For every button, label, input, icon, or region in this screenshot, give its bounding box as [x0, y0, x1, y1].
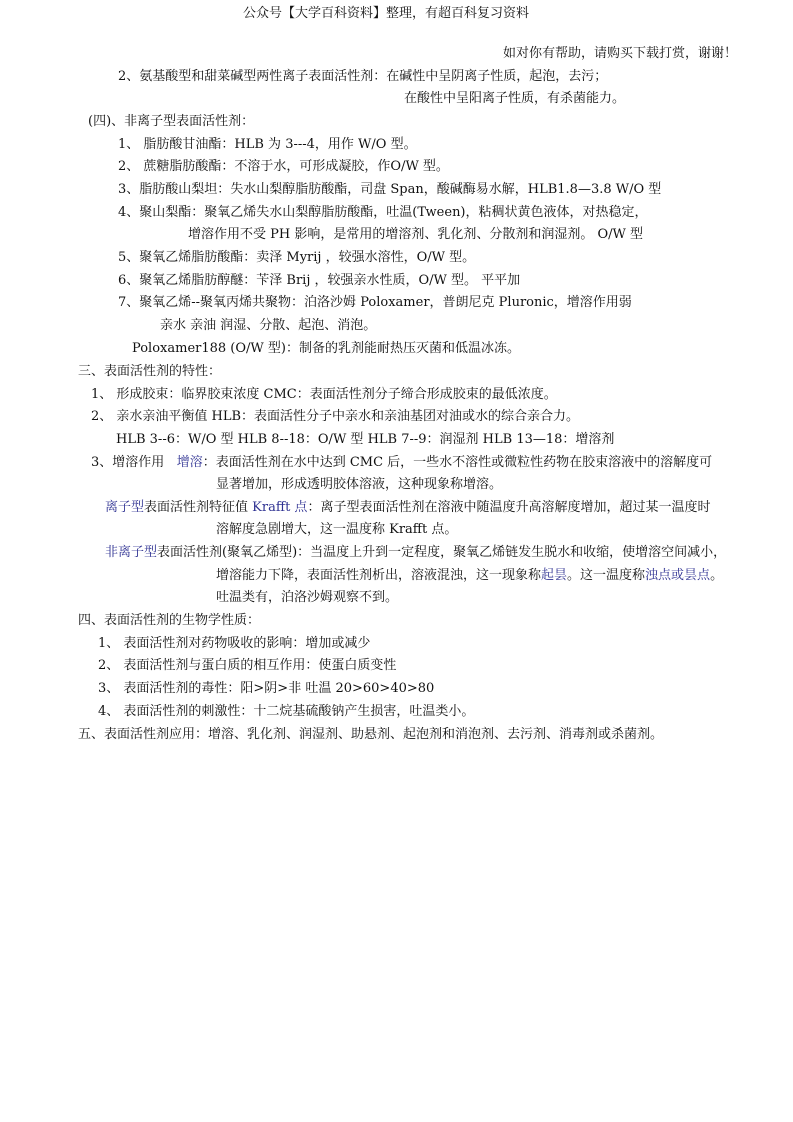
list-item: Poloxamer188 (O/W 型)：制备的乳剂能耐热压灭菌和低温冰冻。: [132, 341, 520, 356]
section-heading: (四)、非离子型表面活性剂：: [88, 114, 255, 129]
list-item: 增溶作用不受 PH 影响，是常用的增溶剂、乳化剂、分散剂和润湿剂。 O/W 型: [188, 227, 644, 242]
list-item: 6、聚氧乙烯脂肪醇醚：苄泽 Brij ，较强亲水性质，O/W 型。 平平加: [118, 273, 521, 288]
text-line: 溶解度急剧增大，这一温度称 Krafft 点。: [216, 522, 458, 537]
section-heading: 四、表面活性剂的生物学性质：: [78, 613, 261, 628]
list-item: 1、 脂肪酸甘油酯：HLB 为 3---4，用作 W/O 型。: [118, 137, 417, 152]
list-item: 4、 表面活性剂的刺激性：十二烷基硫酸钠产生损害，吐温类小。: [98, 704, 475, 719]
list-item: 1、 表面活性剂对药物吸收的影响：增加或减少: [98, 636, 371, 651]
list-item: 4、聚山梨酯：聚氧乙烯失水山梨醇脂肪酸酯，吐温(Tween)，粘稠状黄色液体，对热稳定，: [118, 205, 648, 220]
section-heading: 五、表面活性剂应用：增溶、乳化剂、润湿剂、助悬剂、起泡剂和消泡剂、去污剂、消毒剂或杀菌剂。: [78, 727, 664, 742]
list-item: 2、 蔗糖脂肪酸酯：不溶于水，可形成凝胶，作O/W 型。: [118, 159, 449, 174]
list-item: HLB 3--6：W/O 型 HLB 8--18：O/W 型 HLB 7--9：润湿剂 HLB 13—18：增溶剂: [116, 432, 615, 447]
text-line: 增溶能力下降，表面活性剂析出，溶液混浊，这一现象称起昙。这一温度称浊点或昙点。: [216, 568, 724, 583]
list-item: 2、 表面活性剂与蛋白质的相互作用：使蛋白质变性: [98, 658, 397, 673]
list-item: 离子型表面活性剂特征值 Krafft 点：离子型表面活性剂在溶液中随温度升高溶解度增加，超过某一温度时: [105, 500, 711, 515]
header-title: 公众号【大学百科资料】整理，有超百科复习资料: [243, 6, 530, 21]
section-heading: 三、表面活性剂的特性：: [78, 364, 222, 379]
list-item: 2、 亲水亲油平衡值 HLB：表面活性分子中亲水和亲油基团对油或水的综合亲合力。: [91, 409, 580, 424]
list-item: 3、脂肪酸山梨坦：失水山梨醇脂肪酸酯，司盘 Span，酸碱酶易水解，HLB1.8—3.8 W/O 型: [118, 182, 662, 197]
list-item: 1、 形成胶束：临界胶束浓度 CMC：表面活性剂分子缔合形成胶束的最低浓度。: [91, 387, 557, 402]
list-item: 非离子型表面活性剂(聚氧乙烯型)：当温度上升到一定程度，聚氧乙烯链发生脱水和收缩，使增溶空间减小，: [105, 545, 727, 560]
list-item: 7、聚氧乙烯--聚氧丙烯共聚物：泊洛沙姆 Poloxamer，普朗尼克 Pluronic，增溶作用弱: [118, 295, 632, 310]
list-item: 5、聚氧乙烯脂肪酸酯：卖泽 Myrij ，较强水溶性，O/W 型。: [118, 250, 476, 265]
text-line: 2、氨基酸型和甜菜碱型两性离子表面活性剂：在碱性中呈阴离子性质，起泡，去污；: [118, 69, 608, 84]
list-item: 3、增溶作用 增溶：表面活性剂在水中达到 CMC 后，一些水不溶性或微粒性药物在胶束溶液中的溶解度可: [91, 455, 713, 470]
text-line: 显著增加，形成透明胶体溶液，这种现象称增溶。: [216, 477, 503, 492]
list-item: 亲水 亲油 润湿、分散、起泡、消泡。: [160, 318, 377, 333]
list-item: 3、 表面活性剂的毒性：阳>阴>非 吐温 20>60>40>80: [98, 681, 435, 696]
text-line: 在酸性中呈阳离子性质，有杀菌能力。: [404, 91, 626, 106]
header-note: 如对你有帮助，请购买下载打赏，谢谢！: [503, 46, 738, 61]
text-line: 吐温类有，泊洛沙姆观察不到。: [216, 590, 399, 605]
